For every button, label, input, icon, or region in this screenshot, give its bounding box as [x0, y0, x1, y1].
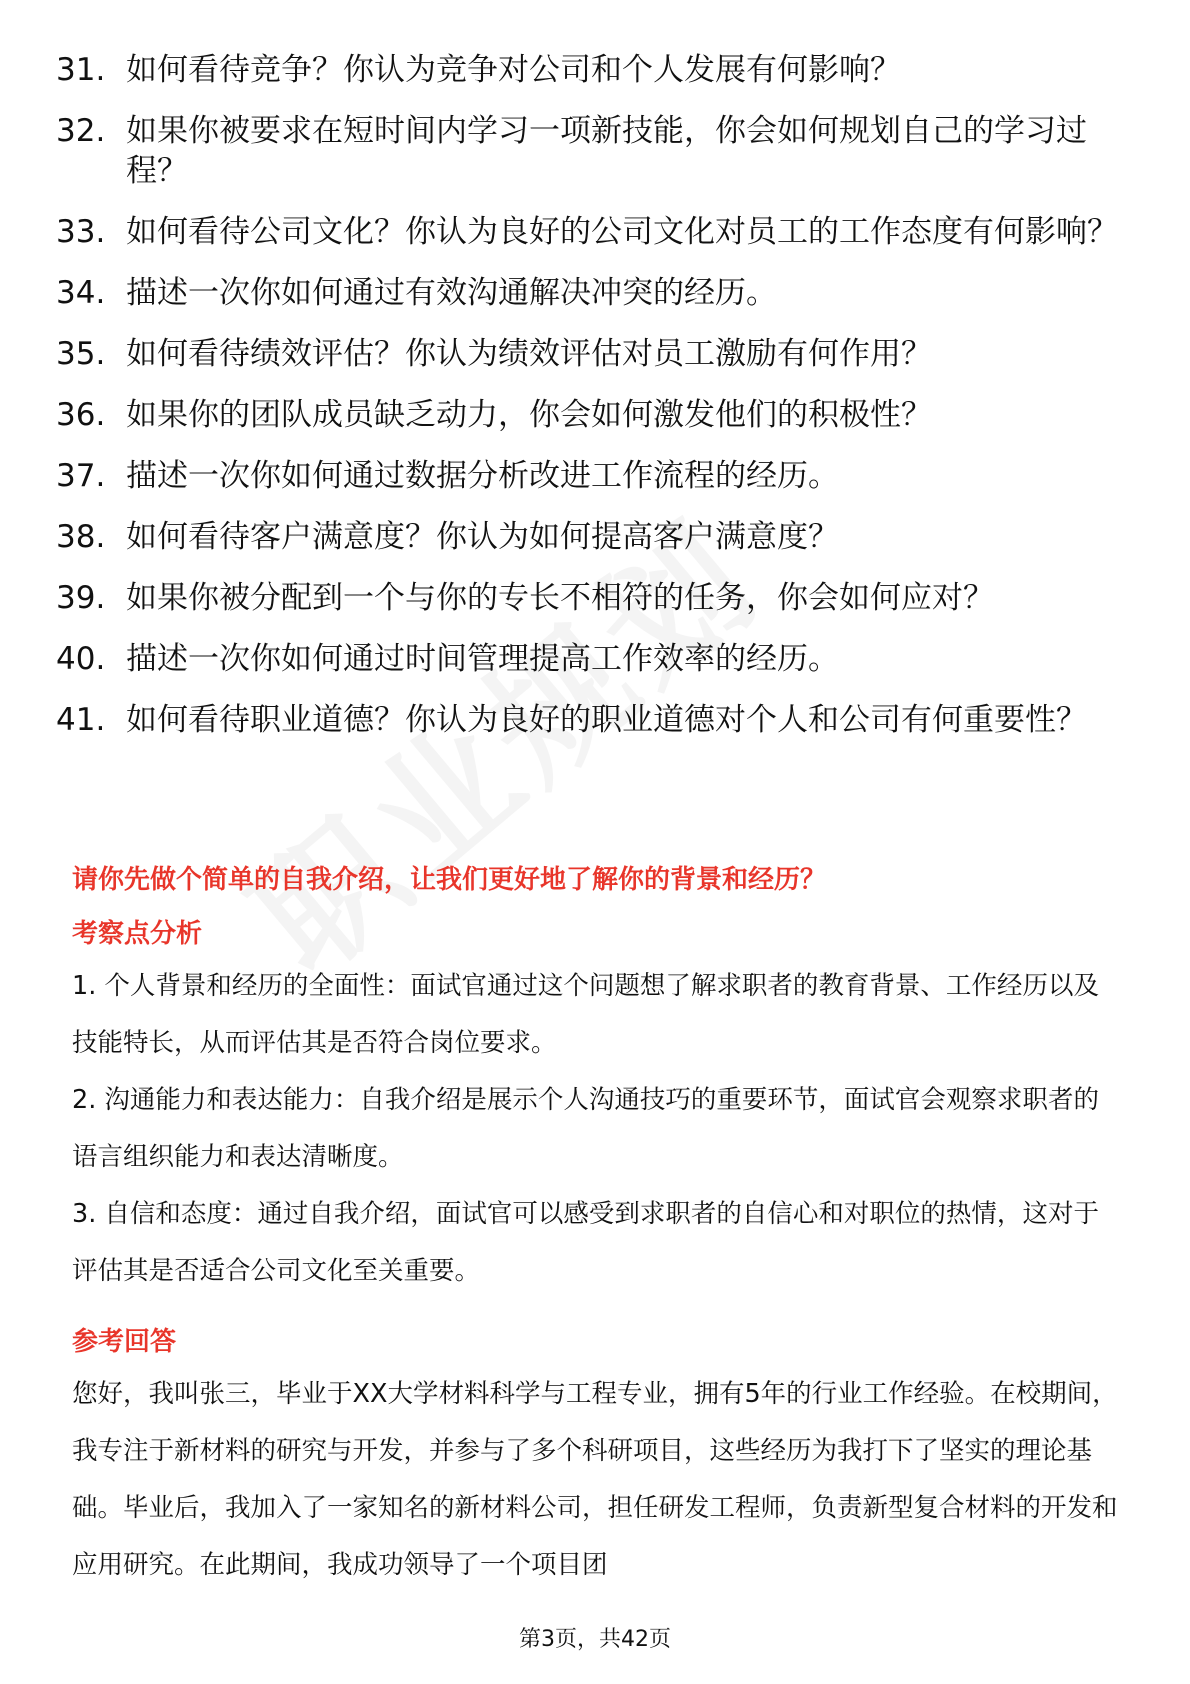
interview-question-section [72, 860, 1122, 1594]
item-text: 如果你的团队成员缺乏动力，你会如何激发他们的积极性？ [126, 397, 932, 433]
list-item [56, 456, 1136, 496]
item-text: 如何看待职业道德？你认为良好的职业道德对个人和公司有何重要性？ [126, 702, 1087, 738]
analysis-point: 3. 自信和态度：通过自我介绍，面试官可以感受到求职者的自信心和对职位的热情，这对于评估其是否适合公司文化至关重要。 [72, 1199, 1099, 1286]
item-number: 35. [56, 336, 106, 372]
item-text: 如何看待竞争？你认为竞争对公司和个人发展有何影响？ [126, 52, 901, 88]
list-item [56, 639, 1136, 679]
list-item [56, 212, 1136, 252]
list-item [56, 395, 1136, 435]
analysis-point: 1. 个人背景和经历的全面性：面试官通过这个问题想了解求职者的教育背景、工作经历以及技能特长，从而评估其是否符合岗位要求。 [72, 971, 1099, 1058]
item-number: 33. [56, 214, 106, 250]
item-text: 如何看待客户满意度？你认为如何提高客户满意度？ [126, 519, 839, 555]
answer-heading: 参考回答 [72, 1327, 177, 1357]
analysis-point: 2. 沟通能力和表达能力：自我介绍是展示个人沟通技巧的重要环节，面试官会观察求职者的语言组织能力和表达清晰度。 [72, 1085, 1099, 1172]
item-text: 如果你被分配到一个与你的专长不相符的任务，你会如何应对？ [126, 580, 994, 616]
analysis-heading: 考察点分析 [72, 919, 203, 949]
list-item [56, 517, 1136, 557]
item-number: 40. [56, 641, 106, 677]
item-text: 如何看待公司文化？你认为良好的公司文化对员工的工作态度有何影响？ [126, 214, 1118, 250]
page-number: 第3页，共42页 [519, 1627, 671, 1652]
item-text: 如果你被要求在短时间内学习一项新技能，你会如何规划自己的学习过程？ [126, 113, 1087, 189]
list-item [56, 273, 1136, 313]
item-number: 36. [56, 397, 106, 433]
item-text: 描述一次你如何通过数据分析改进工作流程的经历。 [126, 458, 839, 494]
list-item [56, 334, 1136, 374]
item-number: 39. [56, 580, 106, 616]
item-number: 41. [56, 702, 106, 738]
question-list [56, 50, 1136, 761]
item-text: 描述一次你如何通过有效沟通解决冲突的经历。 [126, 275, 777, 311]
item-number: 32. [56, 113, 106, 149]
item-number: 37. [56, 458, 106, 494]
list-item [56, 700, 1136, 740]
section-question-heading: 请你先做个简单的自我介绍，让我们更好地了解你的背景和经历？ [72, 865, 827, 895]
item-number: 34. [56, 275, 106, 311]
item-text: 描述一次你如何通过时间管理提高工作效率的经历。 [126, 641, 839, 677]
list-item [56, 111, 1136, 191]
answer-paragraph: 您好，我叫张三，毕业于XX大学材料科学与工程专业，拥有5年的行业工作经验。在校期间，我专注于新材料的研究与开发，并参与了多个科研项目，这些经历为我打下了坚实的理论基础。毕业后，我加入了一家知名的新材料公司，担任研发工程师，负责新型复合材料的开发和应用研究。在此期间，我成功领导了一个项目团 [72, 1379, 1118, 1580]
item-text: 如何看待绩效评估？你认为绩效评估对员工激励有何作用？ [126, 336, 932, 372]
list-item [56, 578, 1136, 618]
list-item [56, 50, 1136, 90]
item-number: 38. [56, 519, 106, 555]
item-number: 31. [56, 52, 106, 88]
